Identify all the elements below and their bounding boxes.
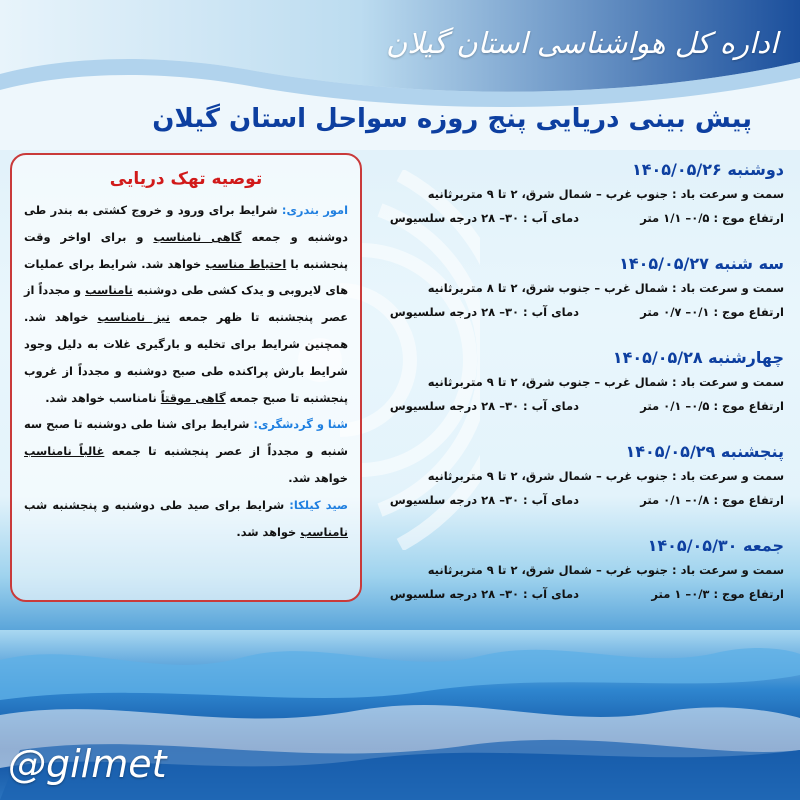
advisory-emphasis: نامناسب xyxy=(85,283,133,298)
advisory-section xyxy=(24,197,348,411)
forecast-day xyxy=(372,440,784,512)
advisory-emphasis: احتیاط مناسب xyxy=(205,256,287,271)
social-handle: @gilmet xyxy=(8,742,167,786)
water-temperature: دمای آب : ۳۰– ۲۸ درجه سلسیوس xyxy=(389,399,579,413)
org-title: اداره کل هواشناسی استان گیلان xyxy=(386,26,778,60)
wave-height: ارتفاع موج : ۰/۳– ۱ متر xyxy=(651,587,784,601)
wind-info: سمت و سرعت باد : جنوب غرب – شمال شرق، ۲ تا ۹ متربرثانیه xyxy=(427,563,784,577)
wave-height: ارتفاع موج : ۰/۸– ۰/۱ متر xyxy=(640,493,784,507)
forecast-day xyxy=(372,158,784,230)
page-title: پیش بینی دریایی پنج روزه سواحل استان گیلان xyxy=(152,104,752,134)
advisory-text: و برای اواخر وقت پنجشنبه با xyxy=(24,229,349,271)
water-temperature: دمای آب : ۳۰– ۲۸ درجه سلسیوس xyxy=(389,211,579,225)
advisory-text: خواهد شد. همچنین شرایط برای تخلیه و بارگیری غلات به دلیل وجود شرایط بارش پراکنده طی صبح دوشنبه و مجدداً از غروب پنجشنبه تا صبح جمعه xyxy=(24,310,348,405)
advisory-body xyxy=(24,197,348,545)
wave-water-row xyxy=(372,488,784,512)
forecast-day-title: پنجشنبه ۱۴۰۵/۰۵/۲۹ xyxy=(625,442,784,461)
wave-height: ارتفاع موج : ۰/۵– ۱/۱ متر xyxy=(640,211,784,225)
water-temperature: دمای آب : ۳۰– ۲۸ درجه سلسیوس xyxy=(389,493,579,507)
wave-water-row xyxy=(372,300,784,324)
advisory-text: نامناسب خواهد شد. xyxy=(45,390,161,405)
forecast-day xyxy=(372,534,784,606)
advisory-emphasis: گاهی موقتاً xyxy=(160,390,226,405)
advisory-emphasis: غالباً نامناسب xyxy=(24,444,105,459)
wind-info: سمت و سرعت باد : شمال غرب – جنوب شرق، ۲ تا ۸ متربرثانیه xyxy=(427,281,784,295)
advisory-emphasis: نیز نامناسب xyxy=(97,310,170,325)
wave-water-row xyxy=(372,206,784,230)
wave-height: ارتفاع موج : ۰/۱– ۰/۷ متر xyxy=(640,305,784,319)
wind-info: سمت و سرعت باد : جنوب غرب – شمال شرق، ۲ تا ۹ متربرثانیه xyxy=(427,469,784,483)
advisory-text: شرایط برای صید طی دوشنبه و پنجشنبه شب xyxy=(24,497,290,512)
forecast-day xyxy=(372,346,784,418)
water-temperature: دمای آب : ۳۰– ۲۸ درجه سلسیوس xyxy=(389,305,579,319)
advisory-emphasis: نامناسب xyxy=(300,524,348,539)
advisory-title: توصیه تهک دریایی xyxy=(109,169,263,189)
advisory-text: شرایط برای شنا طی دوشنبه تا صبح سه شنبه و مجدداً از عصر پنجشنبه تا جمعه xyxy=(24,417,348,459)
forecast-day-title: دوشنبه ۱۴۰۵/۰۵/۲۶ xyxy=(631,160,784,179)
advisory-section-label: شنا و گردشگری: xyxy=(253,417,349,432)
wind-info: سمت و سرعت باد : شمال غرب – جنوب شرق، ۲ تا ۹ متربرثانیه xyxy=(427,375,784,389)
forecast-day-title: جمعه ۱۴۰۵/۰۵/۳۰ xyxy=(647,536,784,555)
advisory-text: شرایط برای ورود و خروج کشتی به بندر طی دوشنبه و جمعه xyxy=(24,203,348,244)
wave-water-row xyxy=(372,394,784,418)
advisory-text: خواهد شد. xyxy=(288,470,348,485)
advisory-text: و مجدداً از عصر پنجشنبه تا ظهر جمعه xyxy=(24,283,348,325)
marine-advisory-box xyxy=(10,153,362,602)
forecast-day-title: چهارشنبه ۱۴۰۵/۰۵/۲۸ xyxy=(612,348,784,367)
advisory-emphasis: گاهی نامناسب xyxy=(153,229,242,244)
advisory-section xyxy=(24,411,348,491)
forecast-day xyxy=(372,252,784,324)
wave-height: ارتفاع موج : ۰/۵– ۰/۱ متر xyxy=(640,399,784,413)
wind-info: سمت و سرعت باد : جنوب غرب – شمال شرق، ۲ تا ۹ متربرثانیه xyxy=(427,187,784,201)
advisory-section xyxy=(24,492,348,546)
advisory-text: خواهد شد. شرایط برای عملیات های لایروبی و یدک کشی طی دوشنبه xyxy=(24,256,348,298)
advisory-text: خواهد شد. xyxy=(236,524,301,539)
advisory-section-label: امور بندری: xyxy=(281,203,348,217)
water-temperature: دمای آب : ۳۰– ۲۸ درجه سلسیوس xyxy=(389,587,579,601)
forecast-day-title: سه شنبه ۱۴۰۵/۰۵/۲۷ xyxy=(619,254,784,273)
advisory-section-label: صید کیلکا: xyxy=(289,497,348,512)
